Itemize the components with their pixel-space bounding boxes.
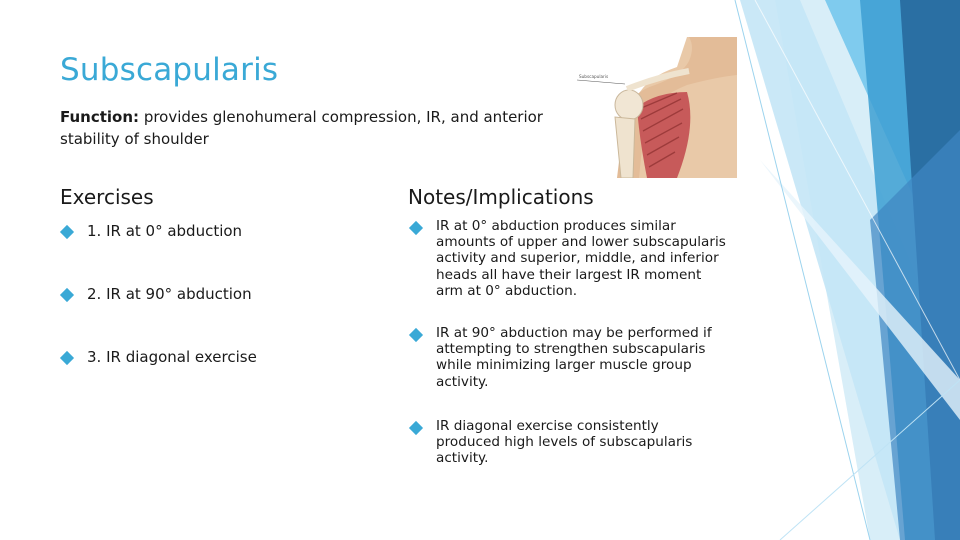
- shoulder-anatomy-image: [577, 37, 737, 178]
- image-caption: Subscapularis: [579, 74, 609, 79]
- note-item: IR at 0° abduction produces similar amounts of upper and lower subscapularis activity and superior, middle, and inferior heads all have their largest IR moment arm at 0° abduction.: [436, 218, 726, 299]
- function-description: provides glenohumeral compression, IR, and anterior stability of shoulder: [60, 108, 543, 148]
- exercise-item: 3. IR diagonal exercise: [87, 348, 257, 366]
- notes-heading: Notes/Implications: [408, 185, 594, 209]
- exercise-item: 2. IR at 90° abduction: [87, 285, 252, 303]
- exercise-item: 1. IR at 0° abduction: [87, 222, 243, 240]
- note-item: IR diagonal exercise consistently produced high levels of subscapularis activity.: [436, 418, 693, 467]
- function-text: [60, 106, 600, 150]
- note-item: IR at 90° abduction may be performed if attempting to strengthen subscapularis while minimizing larger muscle group activity.: [436, 325, 712, 390]
- exercises-heading: Exercises: [60, 185, 154, 209]
- function-label: Function:: [60, 108, 140, 126]
- slide-title: Subscapularis: [60, 52, 279, 88]
